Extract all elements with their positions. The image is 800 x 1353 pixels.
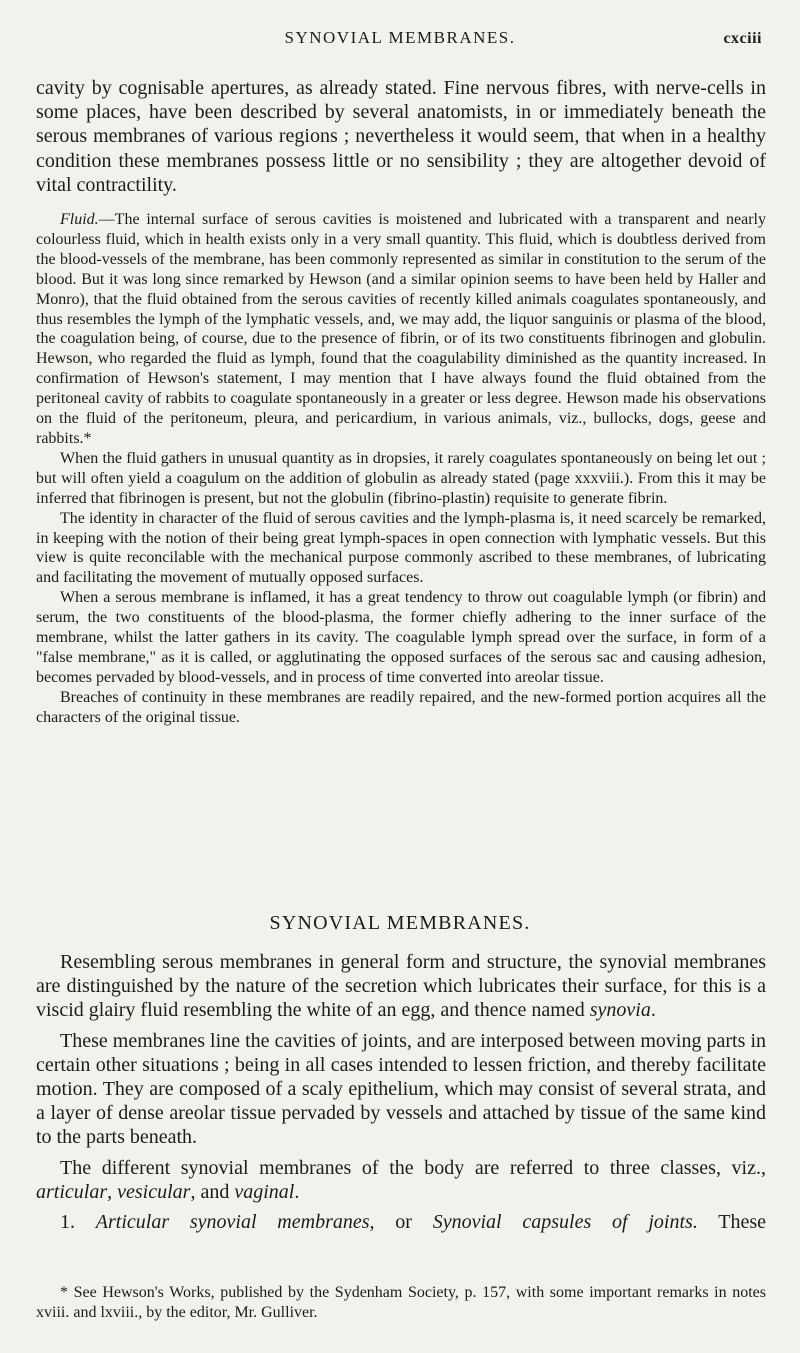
fluid-paragraph-5: Breaches of continuity in these membranes are readily repaired, and the new-formed portion acquires all the characters of the original tissue. (36, 688, 766, 726)
synovial-paragraph-3: The different synovial membranes of the body are referred to three classes, viz., articular, vesicular, and vaginal. (36, 1156, 766, 1203)
synovial-paragraph-1: Resembling serous membranes in general form and structure, the synovial membranes are distinguished by the nature of the secretion which lubricates their surface, for this is a viscid glairy fluid resembling the white of an egg, and thence named synovia. (36, 951, 766, 1022)
footnote: * See Hewson's Works, published by the Sydenham Society, p. 157, with some important remarks in notes xviii. and lxviii., by the editor, Mr. Gulliver. (36, 1284, 766, 1321)
running-title: SYNOVIAL MEMBRANES. (284, 28, 516, 47)
synovial-paragraph-2: These membranes line the cavities of joints, and are interposed between moving parts in certain other situations ; being in all cases intended to lessen friction, and thereby facilitate motion. They are composed of a scaly epithelium, which may consist of several strata, and a layer of dense areolar tissue pervaded by vessels and attached by tissue of the same kind to the parts beneath. (36, 1029, 766, 1149)
opening-paragraph-block (36, 76, 766, 197)
term-synovial-capsules: Synovial capsules of joints. (432, 1211, 698, 1234)
fluid-paragraph-4: When a serous membrane is inflamed, it has a great tendency to throw out coagulable lymph (or fibrin) and serum, the two constituents of the blood-plasma, the former chiefly adhering to the inner surface of the membrane, whilst the latter gathers in its cavity. The coagulable lymph spread over the surface, in form of a "false membrane," as it is called, or agglutinating the opposed surfaces of the serous sac and causing adhesion, becomes pervaded by blood-vessels, and in process of time converted into areolar tissue. (36, 589, 766, 686)
running-head (0, 28, 800, 58)
section-heading: SYNOVIAL MEMBRANES. (269, 912, 531, 934)
fluid-heading: Fluid. (60, 211, 99, 228)
term-articular-synovial-membranes: Articular synovial membranes (95, 1211, 370, 1234)
fluid-paragraph-3: The identity in character of the fluid of serous cavities and the lymph-plasma is, it need scarcely be remarked, in keeping with the notion of their being great lymph-spaces in open connection with lymphatic vessels. But this view is quite reconcilable with the mechanical purpose commonly ascribed to these membranes, of lubricating and facilitating the movement of mutually opposed surfaces. (36, 509, 766, 587)
term-articular: articular (36, 1180, 108, 1203)
page-number: cxciii (723, 30, 762, 47)
fluid-section (36, 210, 766, 728)
fluid-paragraph-1: Fluid.—The internal surface of serous cavities is moistened and lubricated with a transparent and nearly colourless fluid, which in health exists only in a very small quantity. This fluid, which is doubtless derived from the blood-vessels of the membrane, has been commonly represented as similar in constitution to the serum of the blood. But it was long since remarked by Hewson (and a similar opinion seems to have been held by Haller and Monro), that the fluid obtained from the serous cavities of recently killed animals coagulates spontaneously, and thus resembles the lymph of the lymphatic vessels, and, we may add, the liquor sanguinis or plasma of the blood, the coagulation being, of course, due to the presence of fibrin, or of its two constituents fibrinogen and globulin. Hewson, who regarded the fluid as lymph, found that the coagulability diminished as the quantity increased. In confirmation of Hewson's statement, I may mention that I have always found the fluid obtained from the peritoneal cavity of rabbits to coagulate spontaneously in a greater or less degree. Hewson made his observations on the fluid of the peritoneum, pleura, and pericardium, in various animals, viz., bullocks, dogs, geese and rabbits.* (36, 211, 766, 447)
fluid-paragraph-2: When the fluid gathers in unusual quantity as in dropsies, it rarely coagulates spontaneously on being let out ; but will often yield a coagulum on the addition of globulin as already stated (page xxxviii.). From this it may be inferred that fibrinogen is present, but not the globulin (fibrino-plastin) requisite to generate fibrin. (36, 449, 766, 507)
term-vesicular: vesicular (117, 1180, 191, 1203)
opening-paragraph: cavity by cognisable apertures, as already stated. Fine nervous fibres, with nerve-cells in some places, have been described by several anatomists, in or immediately beneath the serous membranes of various regions ; nevertheless it would seem, that when in a healthy condition these membranes possess little or no sensibility ; they are altogether devoid of vital contractility. (36, 77, 766, 196)
term-synovia: synovia (589, 999, 651, 1022)
synovial-section (36, 950, 766, 1240)
term-vaginal: vaginal (234, 1180, 295, 1203)
synovial-item-1: 1. Articular synovial membranes, or Synovial capsules of joints. These (60, 1211, 767, 1234)
